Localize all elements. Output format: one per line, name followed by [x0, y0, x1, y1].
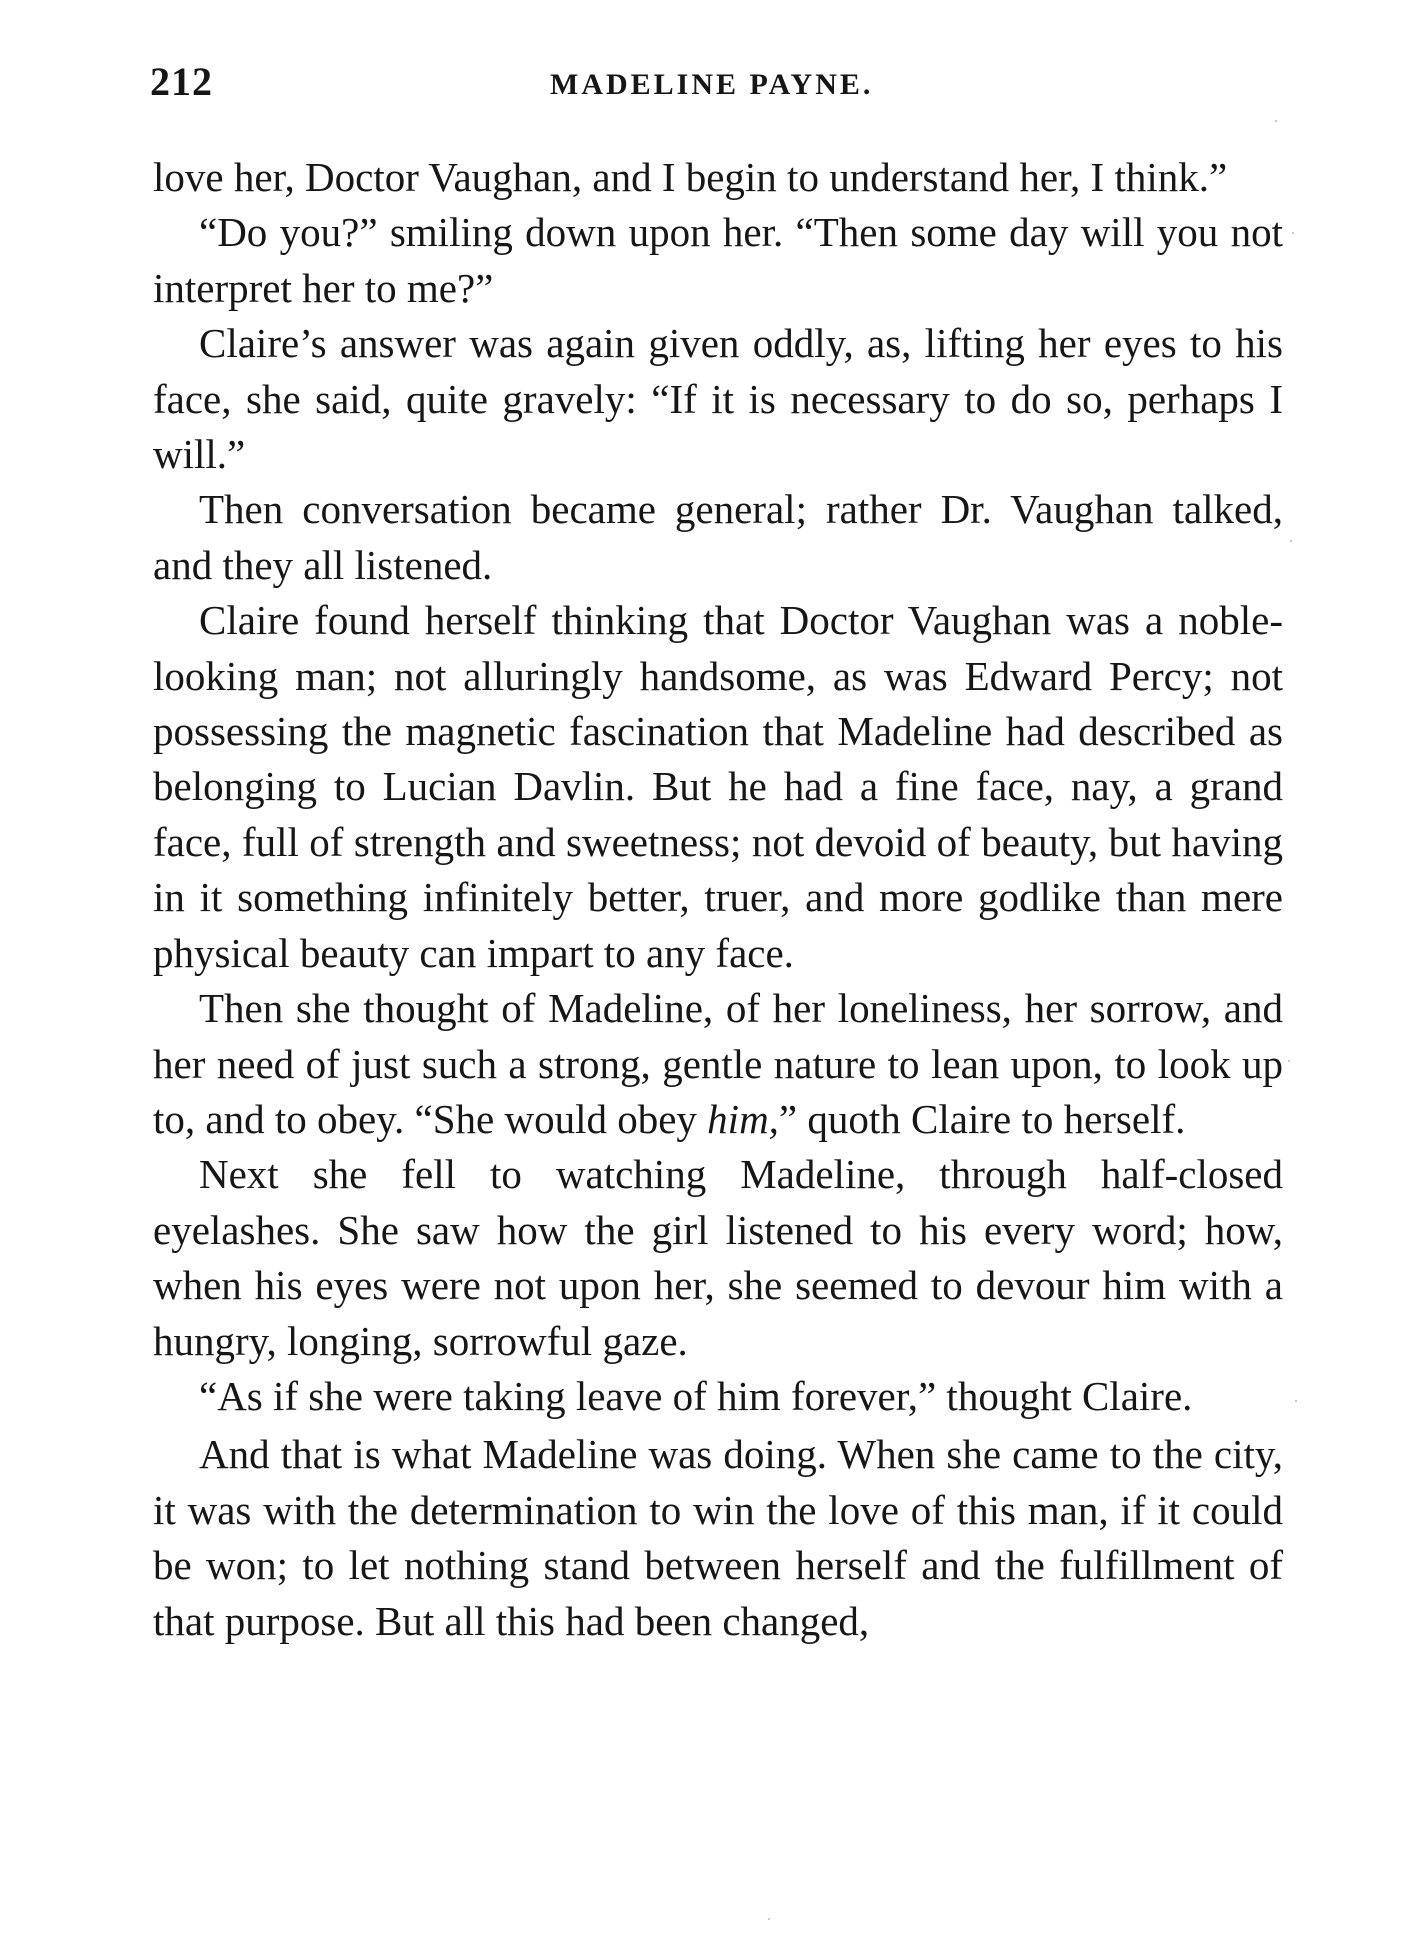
- paragraph: Claire’s answer was again given oddly, as, lifting her eyes to his face, she said, quite gravely: “If it is necessary to do so, perhaps I will.”: [153, 320, 1283, 478]
- page-number: 212: [150, 59, 213, 104]
- paragraph: “Do you?” smiling down upon her. “Then some day will you not interpret her to me?”: [153, 209, 1283, 311]
- emphasized-text: him,: [707, 1095, 779, 1142]
- paragraph: [153, 981, 1283, 1147]
- page-header: [150, 58, 1285, 118]
- paragraph-text: Then she thought of Madeline, of her loneliness, her sorrow, and her need of just such a strong, gentle nature to lean upon, to look up to, and to obey. “She would obey: [153, 985, 1283, 1142]
- paper-speck: [1290, 540, 1292, 542]
- paragraph-text: ” quoth Claire to herself.: [778, 1095, 1186, 1142]
- paper-speck: [1275, 120, 1277, 122]
- paragraph: Then conversation became general; rather Dr. Vaughan talked, and they all listened.: [153, 486, 1283, 588]
- paragraph: Next she fell to watching Madeline, through half-closed eyelashes. She saw how the girl listened to his every word; how, when his eyes were not upon her, she seemed to devour him with a hungry, longing, sorrowful gaze.: [153, 1151, 1283, 1364]
- running-head: MADELINE PAYNE.: [550, 68, 874, 101]
- paragraph: love her, Doctor Vaughan, and I begin to understand her, I think.”: [153, 154, 1228, 200]
- paper-speck: [1292, 232, 1294, 234]
- paragraph: And that is what Madeline was doing. When she came to the city, it was with the determination to win the love of this man, if it could be won; to let nothing stand between herself and the fulfillment of that purpose. But all this had been changed,: [153, 1431, 1283, 1644]
- paper-speck: [1288, 1060, 1290, 1062]
- body-text: [153, 150, 1283, 1649]
- paragraph: “As if she were taking leave of him forever,” thought Claire.: [199, 1372, 1193, 1419]
- paper-speck: [1295, 1400, 1297, 1402]
- paper-speck: [768, 1918, 770, 1920]
- paragraph: Claire found herself thinking that Doctor Vaughan was a noble-looking man; not alluringly handsome, as was Edward Percy; not possessing the magnetic fascination that Madeline had described as belonging to Lucian Davlin. But he had a fine face, nay, a grand face, full of strength and sweetness; not devoid of beauty, but having in it something infinitely better, truer, and more godlike than mere physical beauty can impart to any face.: [153, 597, 1283, 976]
